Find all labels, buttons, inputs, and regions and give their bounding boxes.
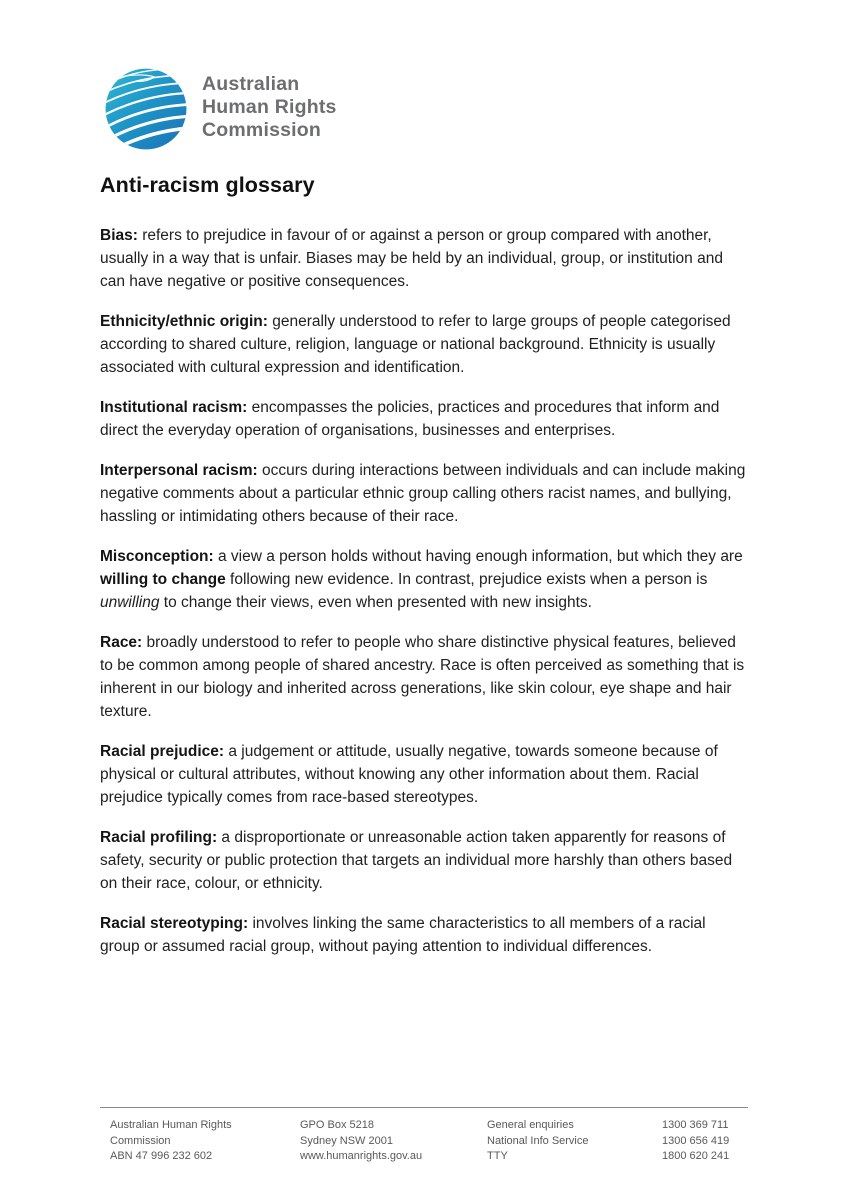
footer-line: TTY [487, 1150, 508, 1162]
glossary-term: Race: [100, 634, 143, 651]
globe-icon [103, 66, 189, 152]
glossary-paragraph [100, 912, 748, 958]
glossary-definition-text: broadly understood to refer to people who share distinctive physical features, believed to be common among people of shared ancestry. Race is often perceived as something that is inherent in our biology and inherited across generations, like skin colour, eye shape and hair texture. [100, 634, 745, 720]
glossary-paragraph [100, 224, 748, 293]
footer-line: www.humanrights.gov.au [300, 1150, 423, 1162]
footer-column [662, 1118, 729, 1165]
footer-column [487, 1118, 589, 1165]
glossary-paragraph [100, 459, 748, 528]
glossary-term: Racial stereotyping: [100, 915, 249, 932]
glossary-paragraph [100, 740, 748, 809]
glossary-term: Misconception: [100, 548, 214, 565]
footer-line: 1300 656 419 [662, 1134, 730, 1147]
glossary-paragraph [100, 545, 748, 614]
logo-org-name-line-3: Commission [202, 119, 322, 141]
glossary-definition-text: following new evidence. In contrast, prejudice exists when a person is [225, 571, 708, 588]
glossary-definition-text: a judgement or attitude, usually negative, towards someone because of physical or cultural attributes, without knowing any other information about them. Racial prejudice typically comes from race-based stereotypes. [100, 743, 718, 806]
logo-org-name-line-1: Australian [202, 73, 300, 95]
glossary-term: Racial profiling: [100, 829, 218, 846]
glossary-definition-text: encompasses the policies, practices and procedures that inform and direct the everyday operation of organisations, businesses and enterprises. [100, 399, 720, 439]
glossary-paragraph [100, 310, 748, 379]
glossary-paragraph [100, 826, 748, 895]
footer-column [110, 1118, 232, 1165]
glossary-definition-text: a view a person holds without having enough information, but which they are [213, 548, 743, 565]
logo-org-name-line-2: Human Rights [202, 96, 337, 118]
glossary-paragraph [100, 631, 748, 723]
glossary-definition-text: generally understood to refer to large groups of people categorised according to shared culture, religion, language or national background. Ethnicity is usually associated with cultural expression and identification. [100, 313, 731, 376]
glossary-definition-text: to change their views, even when presented with new insights. [159, 594, 592, 611]
footer-line: Australian Human Rights [110, 1119, 232, 1131]
glossary-term: Bias: [100, 227, 138, 244]
footer-line: GPO Box 5218 [300, 1119, 374, 1131]
glossary-term: Ethnicity/ethnic origin: [100, 313, 268, 330]
page-title: Anti-racism glossary [100, 173, 315, 197]
glossary-definition-text: a disproportionate or unreasonable action taken apparently for reasons of safety, security or public protection that targets an individual more harshly than others based on their race, colour, or ethnicity. [100, 829, 733, 892]
glossary-definition-text: occurs during interactions between individuals and can include making negative comments about a particular ethnic group calling others racist names, and bullying, hassling or intimidating others because of their race. [100, 462, 746, 525]
glossary-term: Racial prejudice: [100, 743, 225, 760]
page-footer [100, 1107, 748, 1178]
ahrc-logo [103, 66, 337, 152]
footer-line: 1300 369 711 [662, 1119, 729, 1131]
glossary-term: Interpersonal racism: [100, 462, 258, 479]
footer-line: Commission [110, 1134, 171, 1147]
glossary-definition-text: refers to prejudice in favour of or against a person or group compared with another, usually in a way that is unfair. Biases may be held by an individual, group, or institution and can have negative or positive consequences. [100, 227, 723, 290]
footer-line: National Info Service [487, 1134, 589, 1147]
glossary-definition-text: involves linking the same characteristics to all members of a racial group or assumed racial group, without paying attention to individual differences. [100, 915, 706, 955]
glossary-definition-text: willing to change [100, 571, 226, 588]
footer-column [300, 1118, 422, 1165]
glossary-paragraphs [100, 224, 748, 958]
footer-line: 1800 620 241 [662, 1150, 730, 1162]
document-content [100, 172, 748, 975]
glossary-paragraph [100, 396, 748, 442]
footer-line: General enquiries [487, 1119, 574, 1131]
glossary-definition-text: unwilling [100, 594, 160, 611]
logo-org-name [202, 73, 337, 142]
footer-line: Sydney NSW 2001 [300, 1134, 393, 1147]
glossary-term: Institutional racism: [100, 399, 248, 416]
footer-line: ABN 47 996 232 602 [110, 1150, 213, 1162]
